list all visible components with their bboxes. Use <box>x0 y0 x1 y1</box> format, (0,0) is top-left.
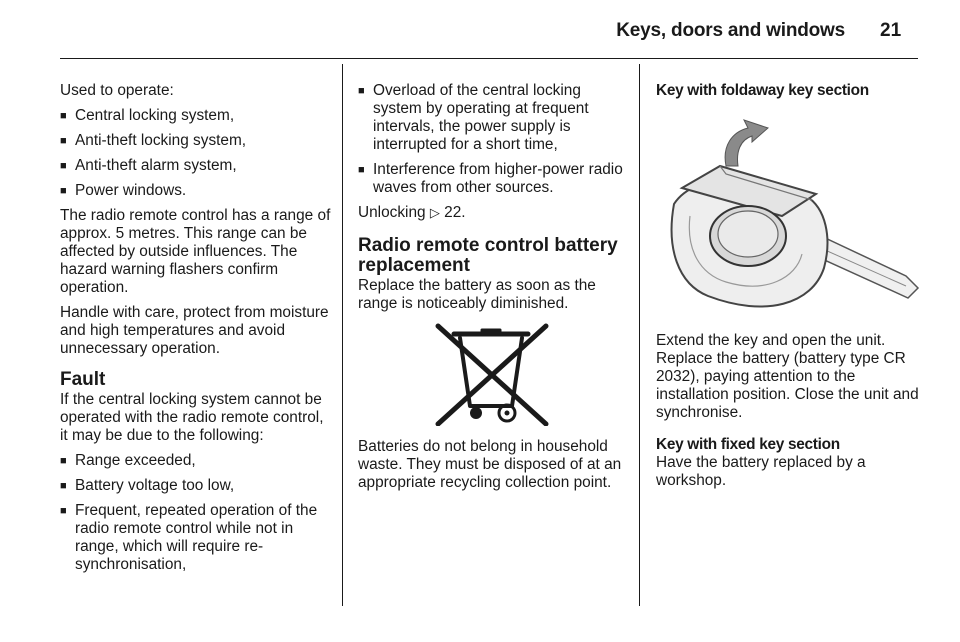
fixed-heading: Key with fixed key section <box>656 436 840 453</box>
unlocking-reference <box>358 204 626 222</box>
column-2 <box>358 82 626 499</box>
fixed-paragraph: Have the battery replaced by a workshop. <box>656 454 866 489</box>
crossed-bin-icon <box>358 320 626 426</box>
list-item: ■ Frequent, repeated operation of the radio remote control while not in range, which will require re-synchronisation, <box>60 502 332 574</box>
list-item: ■ Anti-theft locking system, <box>60 132 332 150</box>
uses-intro: Used to operate: <box>60 82 174 99</box>
battery-heading: Radio remote control battery replacement <box>358 235 618 276</box>
fault-intro: If the central locking system cannot be operated with the radio remote control, it may be due to the following: <box>60 391 324 444</box>
fault-causes-list <box>60 452 332 574</box>
page-ref-icon: ▷ <box>429 205 440 220</box>
header-rule <box>60 58 918 59</box>
column-divider-1 <box>342 64 343 606</box>
list-item: ■ Battery voltage too low, <box>60 477 332 495</box>
column-divider-2 <box>639 64 640 606</box>
list-item: ■ Overload of the central locking system by operating at frequent intervals, the power supply is interrupted for a short time, <box>358 82 626 154</box>
disposal-paragraph: Batteries do not belong in household waste. They must be disposed of at an appropriate recycling collection point. <box>358 438 622 491</box>
column-3 <box>656 82 926 497</box>
column-1 <box>60 82 332 581</box>
foldaway-heading: Key with foldaway key section <box>656 82 869 99</box>
unlocking-page[interactable]: 22. <box>444 204 466 221</box>
list-item: ■ Interference from higher-power radio waves from other sources. <box>358 161 626 197</box>
fault-heading: Fault <box>60 369 106 390</box>
battery-paragraph: Replace the battery as soon as the range is noticeably diminished. <box>358 277 596 312</box>
list-item: ■ Central locking system, <box>60 107 332 125</box>
handle-paragraph: Handle with care, protect from moisture and high temperatures and avoid unnecessary operation. <box>60 304 329 357</box>
page-number: 21 <box>880 20 902 41</box>
range-paragraph: The radio remote control has a range of approx. 5 metres. This range can be affected by outside influences. The hazard warning flashers confirm operation. <box>60 207 331 296</box>
list-item: ■ Anti-theft alarm system, <box>60 157 332 175</box>
list-item: ■ Power windows. <box>60 182 332 200</box>
fault-causes-continued <box>358 82 626 197</box>
unlocking-label: Unlocking <box>358 204 426 221</box>
key-battery-illustration <box>656 108 920 322</box>
list-item: ■ Range exceeded, <box>60 452 332 470</box>
foldaway-paragraph: Extend the key and open the unit. Replace the battery (battery type CR 2032), paying attention to the installation position. Close the unit and synchronise. <box>656 332 919 421</box>
uses-list <box>60 107 332 200</box>
page-header-title: Keys, doors and windows <box>616 20 845 41</box>
